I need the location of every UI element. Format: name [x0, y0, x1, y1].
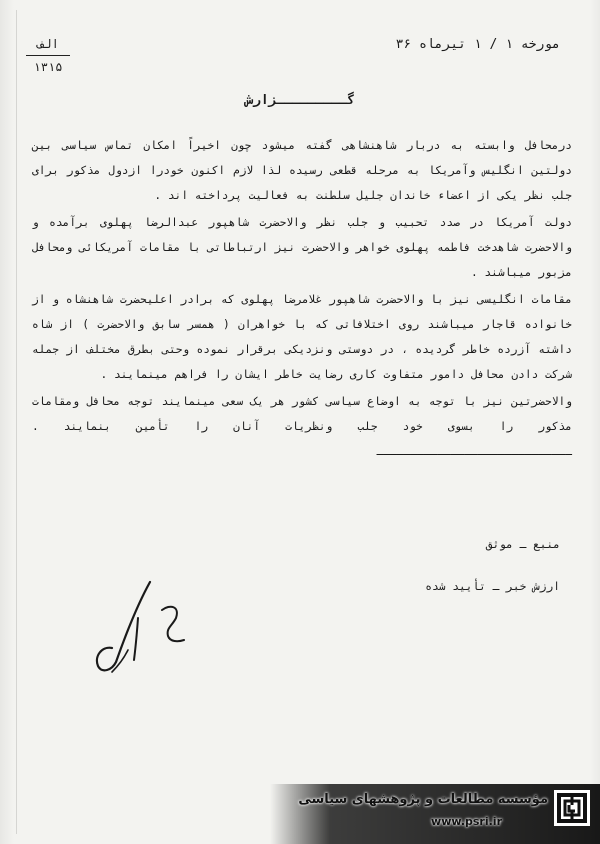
handwritten-signature	[88, 570, 198, 680]
document-date: مورخه ۱ / ۱ تیرماه ۳۶	[395, 37, 560, 52]
footer-organization-name: مؤسسه مطالعات و پژوهشهای سیاسی	[298, 792, 548, 807]
report-paragraph: مقامات انگلیسی نیز با والاحضرت شاهپور غلامرضا پهلوی که برادر اعلیحضرت شاهنشاه و از خانواده قاجار میباشند روی اختلافاتی که با خواهران ( همسر سابق والاحضرت ) از شاه داشته آزرده خاطر گردیده ، در دوستی ونزدیکی برقرار نموده وحتی بطرق مختلف از جمله شرکت دادن محافل دامور متفاوت کاری رضایت خاطر ایشان را فراهم مینمایند .	[32, 293, 572, 381]
psri-logo-icon	[554, 790, 590, 826]
source-block	[425, 534, 560, 598]
reference-number-bottom: ۱۳۱۵	[33, 60, 63, 74]
reference-divider	[26, 55, 70, 56]
document-title: گـــــــــزارش	[245, 93, 355, 108]
report-paragraph: والاحضرتین نیز با توجه به اوضاع سیاسی کشور هر یک سعی مینمایند توجه محافل ومقامات مذکور را بسوی خود جلب ونظریات آنان را تأمین بنمایند . ـــــــــــــــــــــــــــــ	[32, 395, 572, 458]
evaluation-line: ارزش خبر ـ تأیید شده	[425, 580, 560, 593]
report-paragraph: درمحافل وابسته به دربار شاهنشاهی گفته میشود چون اخیراً امکان تماس سیاسی بین دولتین انگلیس وآمریکا به مرحله قطعی رسیده لذا لازم اکنون خودرا ازدول مذکور برای جلب نظر یکی از اعضاء خاندان جلیل سلطنت به فعالیت پرداخته اند .	[32, 139, 572, 202]
reference-number-top: الف	[37, 37, 59, 51]
source-line: منبع ـ موثق	[485, 538, 560, 551]
footer-website: www.psri.ir	[431, 815, 502, 828]
report-paragraph: دولت آمریکا در صدد تحبیب و جلب نظر والاحضرت شاهپور عبدالرضا پهلوی برآمده و والاحضرت شاهدخت فاطمه پهلوی خواهر والاحضرت نیز ارتباطاتی با مقامات آمریکائی ومحافل مزبور میباشند .	[32, 216, 572, 279]
reference-number	[22, 34, 74, 77]
scan-edge-line	[16, 10, 17, 834]
report-body	[32, 133, 572, 466]
